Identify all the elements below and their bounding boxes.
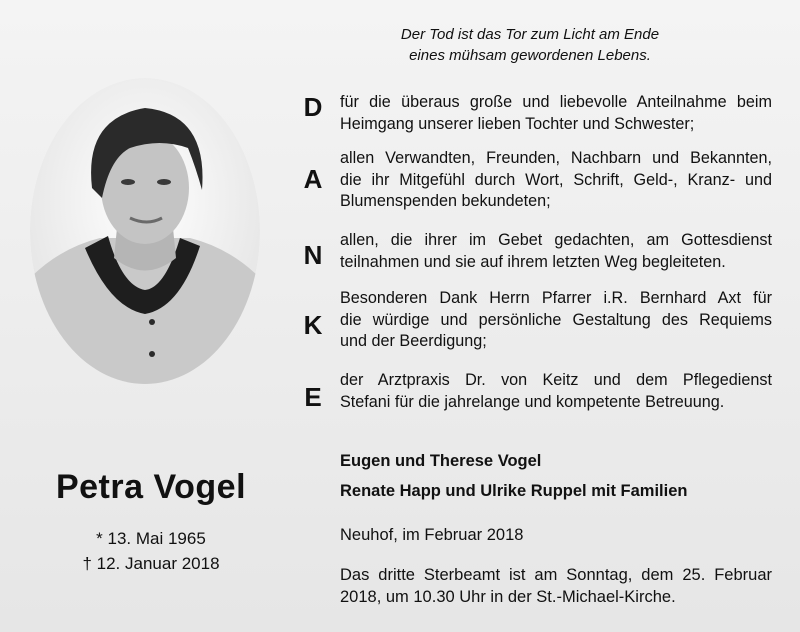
motto-line-2: eines mühsam gewordenen Lebens. (409, 47, 651, 64)
danke-paragraph-n (340, 230, 772, 273)
danke-e-line-2: Stefani für die jahrelange und kompetente Betreuung. (340, 392, 725, 411)
mass-notice (340, 564, 772, 608)
danke-d-line-2: Heimgang unserer lieben Tochter und Schwester; (340, 114, 695, 133)
life-dates (36, 526, 266, 576)
mass-notice-line-2: 2018, um 10.30 Uhr in der St.-Michael-Kirche. (340, 588, 676, 606)
danke-n-line-2: teilnahmen und sie auf ihrem letzten Weg begleiteten. (340, 252, 726, 271)
danke-a-line-3: Blumenspenden bekundeten; (340, 192, 551, 210)
place-date: Neuhof, im Februar 2018 (340, 526, 524, 544)
danke-n-line-1: allen, die ihrer im Gebet gedachten, am Gottesdienst (340, 231, 772, 249)
danke-paragraph-e (340, 370, 772, 413)
danke-letter-d: D (303, 92, 323, 122)
danke-k-line-2: die würdige und persönliche Gestaltung des Requiems (340, 310, 772, 329)
danke-letter-k: K (303, 310, 323, 340)
danke-k-line-1: Besonderen Dank Herrn Pfarrer i.R. Bernhard Axt für (340, 289, 772, 307)
danke-a-line-1: allen Verwandten, Freunden, Nachbarn und Bekannten, (340, 149, 772, 167)
motto-quote (330, 24, 730, 66)
danke-letter-a: A (303, 164, 323, 194)
danke-paragraph-d (340, 92, 772, 135)
birth-date: * 13. Mai 1965 (96, 529, 206, 548)
deceased-name: Petra Vogel (55, 468, 247, 506)
signer-line-1: Eugen und Therese Vogel (340, 452, 542, 470)
danke-a-line-2: die ihr Mitgefühl durch Wort, Schrift, Geld-, Kranz- und (340, 170, 772, 189)
signer-line-2: Renate Happ und Ulrike Ruppel mit Familien (340, 482, 688, 500)
motto-line-1: Der Tod ist das Tor zum Licht am Ende (400, 26, 660, 43)
death-date: † 12. Januar 2018 (82, 554, 220, 573)
signers (340, 446, 780, 506)
danke-letter-e: E (304, 382, 322, 412)
portrait-photo (30, 78, 260, 384)
danke-paragraph-k (340, 288, 772, 353)
danke-d-line-1: für die überaus große und liebevolle Anteilnahme beim (340, 93, 772, 111)
mass-notice-line-1: Das dritte Sterbeamt ist am Sonntag, dem 25. Februar (340, 566, 772, 584)
danke-paragraph-a (340, 148, 772, 213)
danke-k-line-3: und der Beerdigung; (340, 332, 487, 350)
danke-letter-n: N (303, 240, 323, 270)
danke-e-line-1: der Arztpraxis Dr. von Keitz und dem Pflegedienst (340, 371, 772, 389)
